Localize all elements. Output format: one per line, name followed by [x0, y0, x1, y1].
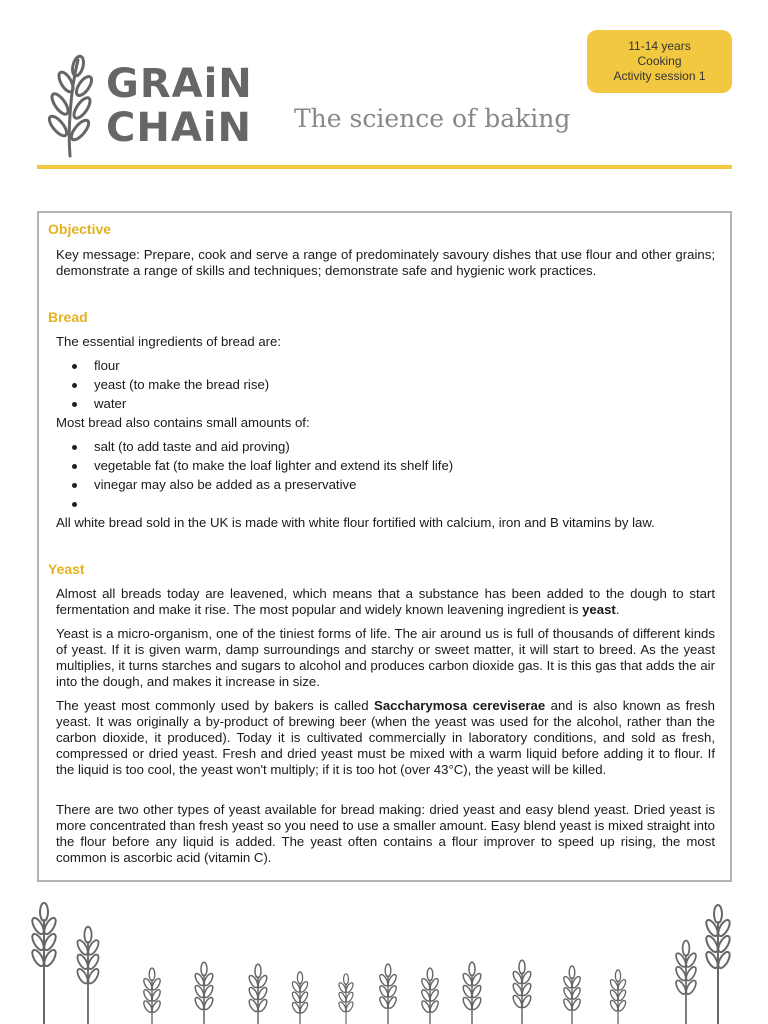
yeast-paragraph-1: Almost all breads today are leavened, which means that a substance has been added to the dough to start fermentation and make it rise. The most popular and widely known leavening ingredient is yeast.	[56, 586, 715, 617]
wheat-stalk-icon	[462, 962, 483, 1024]
list-item: vegetable fat (to make the loaf lighter and extend its shelf life)	[94, 458, 454, 473]
bread-closing: All white bread sold in the UK is made with white flour fortified with calcium, iron and B vitamins by law.	[56, 515, 655, 530]
page-title: The science of baking	[294, 104, 571, 133]
yeast-paragraph-4: There are two other types of yeast available for bread making: dried yeast and easy blend yeast. Dried yeast is more concentrated than fresh yeast so you need to use a smaller amount. Easy blend yeast is mixed straight into the flour before any liquid is added. The yeast often contains a flour improver to speed up rising, the most common is ascorbic acid (vitamin C).	[56, 802, 715, 865]
wheat-stalk-icon	[512, 960, 533, 1024]
yeast-paragraph-3: The yeast most commonly used by bakers is called Saccharymosa cereviserae and is also known as fresh yeast. It was originally a by-product of brewing beer (when the yeast was used for the alcohol, rather than the carbon dioxide, it produced). Today it is cultivated commercially in laboratory conditions, and sold as fresh, compressed or dried yeast. Fresh and dried yeast must be mixed with a warm liquid before adding it to flour. If the liquid is too cool, the yeast won't multiply; if it is too hot (over 43°C), the yeast will be killed.	[56, 698, 715, 777]
bullet	[72, 364, 77, 369]
wheat-stalk-icon	[75, 927, 100, 1024]
logo-wordmark	[106, 62, 253, 150]
wheat-icon	[40, 52, 102, 160]
bullet	[72, 383, 77, 388]
bullet	[72, 502, 77, 507]
list-item: flour	[94, 358, 120, 373]
bread-heading: Bread	[48, 309, 88, 325]
wheat-stalk-icon	[674, 941, 698, 1024]
bullet	[72, 445, 77, 450]
wheat-stalk-icon	[704, 905, 732, 1024]
content-box	[37, 211, 732, 882]
badge-age: 11-14 years	[628, 39, 691, 53]
list-item: yeast (to make the bread rise)	[94, 377, 270, 392]
objective-heading: Objective	[48, 221, 112, 237]
list-item: water	[94, 396, 127, 411]
objective-text: Key message: Prepare, cook and serve a range of predominately savoury dishes that use flour and other grains; demonstrate a range of skills and techniques; demonstrate safe and hygienic work practices.	[56, 247, 715, 278]
bullet	[72, 483, 77, 488]
logo-text-grain: GRAiN	[106, 61, 253, 107]
list-item: vinegar may also be added as a preservative	[94, 477, 357, 492]
wheat-stalk-icon	[291, 972, 309, 1024]
wheat-stalk-icon	[338, 974, 355, 1024]
yeast-heading: Yeast	[48, 561, 85, 577]
bread-also-intro: Most bread also contains small amounts of:	[56, 415, 310, 430]
grain-chain-logo	[40, 52, 255, 160]
bullet	[72, 464, 77, 469]
wheat-stalk-icon	[142, 968, 162, 1024]
session-badge	[587, 30, 732, 93]
wheat-stalk-icon	[609, 970, 627, 1024]
wheat-stalk-icon	[562, 966, 582, 1024]
wheat-stalk-icon	[420, 968, 440, 1024]
logo-text-chain: CHAiN	[106, 105, 252, 151]
badge-session: Activity session 1	[613, 69, 706, 83]
bread-intro: The essential ingredients of bread are:	[56, 334, 282, 349]
wheat-stalk-icon	[194, 962, 215, 1024]
yeast-paragraph-2: Yeast is a micro-organism, one of the tiniest forms of life. The air around us is full of thousands of different kinds of yeast. If it is given warm, damp surroundings and starchy or sweet matter, it will start to breed. As the yeast multiplies, it turns starches and sugars to alcohol and produces carbon dioxide gas. It is this gas that adds the air into the dough, and makes it increase in size.	[56, 626, 715, 689]
badge-subject: Cooking	[637, 54, 682, 68]
wheat-stalk-icon	[248, 964, 269, 1024]
wheat-stalk-icon	[378, 964, 398, 1024]
list-item: salt (to add taste and aid proving)	[94, 439, 290, 454]
wheat-stalk-icon	[30, 903, 58, 1024]
bullet	[72, 402, 77, 407]
header-divider	[37, 165, 732, 169]
wheat-decoration	[0, 890, 768, 1024]
